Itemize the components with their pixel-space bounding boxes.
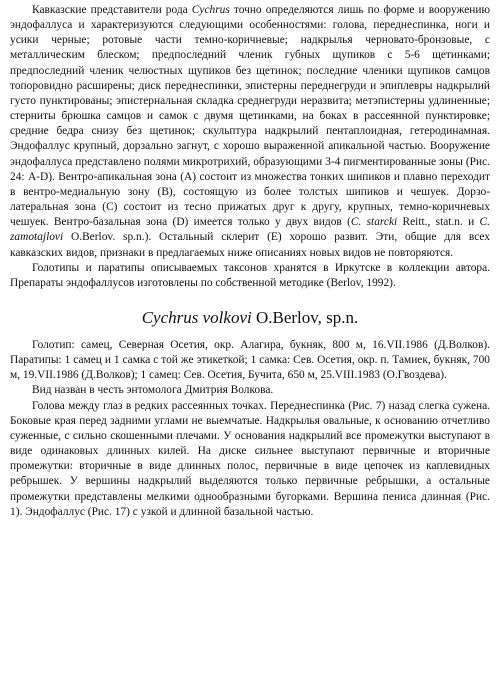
intro-text-mid: Reitt., stat.n. и (397, 216, 480, 229)
collection-paragraph: Голотипы и паратипы описываемых таксонов хранятся в Иркутске в коллекции автора. Препараты эндофаллусов изготовлены по собственной методике (Berlov, 1992). (10, 261, 490, 289)
etymology-paragraph: Вид назван в честь энтомолога Дмитрия Волкова. (32, 384, 274, 397)
intro-paragraph (10, 3, 490, 261)
holotype-paragraph: Голотип: самец, Северная Осетия, окр. Алагира, букняк, 800 м, 16.VII.1986 (Д.Волков). Паратипы: 1 самец и 1 самка с той же этикеткой; 1 самка: Сев. Осетия, окр. п. Тамиек, букняк, 700 м, 19.VII.1986 (Д.Волков); 1 самец: Сев. Осетия, Бучита, 650 м, 25.VIII.1983 (О.Гвоздева). (10, 338, 490, 382)
intro-text-end: O.Berlov. sp.n.). Остальный склерит (Е) хорошо развит. Эти, общие для всех кавказских видов, признаки в предлагаемых ниже описаниях новых видов не повторяются. (10, 231, 490, 259)
species-name-starcki: C. starcki (350, 216, 398, 229)
species-name-zamotajlovi: C. zamotajlovi (10, 216, 490, 244)
heading-species-name: Cychrus volkovi (141, 307, 252, 327)
heading-author: O.Berlov, sp.n. (251, 307, 359, 327)
intro-text-body: точно определяются лишь по форме и вооружению эндофаллуса и характеризуются следующими особенностями: голова, переднеспинка, ноги и усики черные; ротовые части темно-коричневые; надкрылья черновато-бронзовые, с металлическим блеском; предпоследний членик губных щупиков с 5-6 щетинками; предпоследний членик челюстных щупиков без щетинок; последние членики щупиков самцов топоровидно расширены; диск переднеспинки, эпистерны переднегруди и эпиплевры надкрылий густо пунктированы; эпистернальная складка среднегруди неразвита; метэпистерны удлиненные; стерниты брюшка самцов и самок с двумя щетинками, на боках в рассеянной пунктировке; средние бедра снизу без щетинок; скульптура надкрылий пентаплоидная, гетеродинамная. Эндофаллус крупный, дорзально загнут, с хорошо выраженной апикальной частью. Вооружение эндофаллуса представлено полями микротрихий, образующими 3-4 пигментированные зоны (Рис. 24: A-D). Вентро-апикальная зона (А) состоит из множества тонких шипиков и плавно переходит в вентро-медиальную зону (В), состоящую из более толстых шипиков и чешуек. Дорзо-латеральная зона (С) состоит из тесно прижатых друг к другу, крупных, темно-коричневых чешуек. Вентро-базальная зона (D) имеется только у двух видов ( (10, 4, 490, 229)
genus-name: Cychrus (191, 4, 230, 16)
species-heading (10, 307, 490, 329)
intro-text-start: Кавказские представители рода (32, 4, 192, 16)
description-paragraph: Голова между глаз в редких рассеянных точках. Переднеспинка (Рис. 7) назад слегка сужена. Боковые края перед задними углами не выемчатые. Надкрылья овальные, к основанию отчетливо суженные, с сильно скошенными плечами. У основания надкрылий все промежутки выступают в виде одинаковых длинных килей. На диске сильнее выступают первичные и вторичные промежутки: вторичные в виде длинных полос, первичные в виде цепочек из каплевидных ребрышек. У вершины надкрылий выделяются только первичные ребрышки, а остальные промежутки представлены мелкими однообразными бугорками. Вершина пениса длинная (Рис. 1). Эндофаллус (Рис. 17) с узкой и длинной базальной частью. (10, 399, 490, 518)
